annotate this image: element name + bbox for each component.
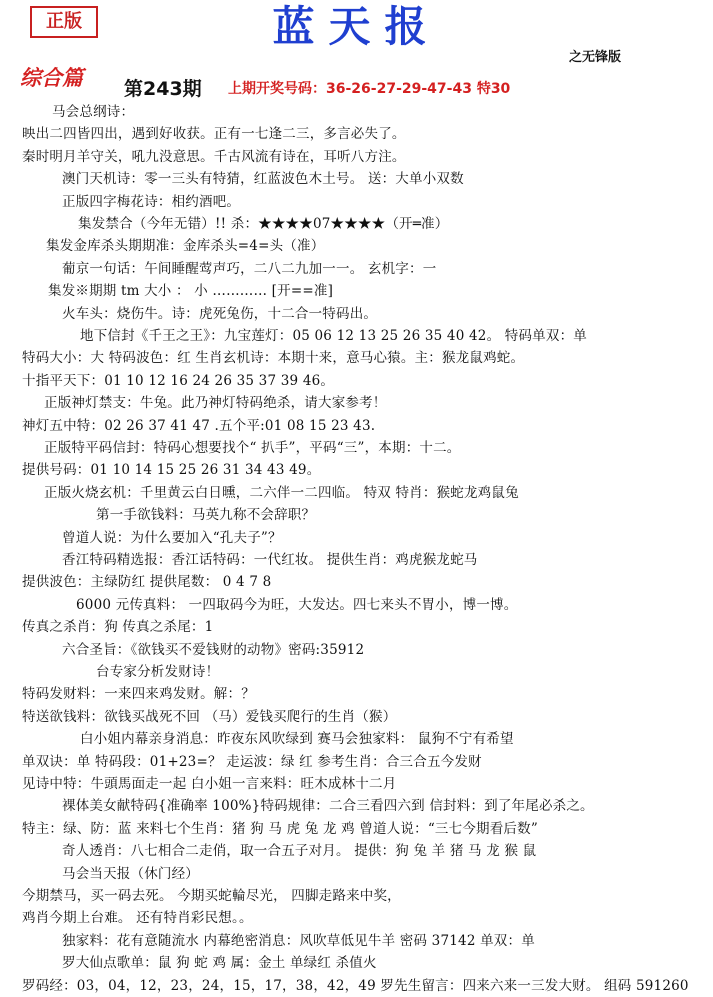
genuine-badge: 正版	[30, 6, 98, 38]
text-line: 罗大仙点歌单：鼠 狗 蛇 鸡 属：金土 单绿红 杀值火	[62, 955, 377, 972]
text-line: 裸体美女献特码{准确率 100%}特码规律：二合三看四六到 信封料：到了年尾必杀之。	[62, 798, 594, 815]
text-line: 地下信封《千王之王》：九宝莲灯：05 06 12 13 25 26 35 40 42。 特码单双：单	[80, 328, 587, 344]
text-line: 火车头：烧伤牛。诗：虎死兔伤，十二合一特码出。	[62, 305, 378, 322]
text-line: 特码发财料：一来四来鸡发财。解：？	[22, 686, 255, 703]
issue-number: 第243期	[124, 78, 202, 100]
text-line: 神灯五中特：02 26 37 41 47 .五个平:01 08 15 23 43.	[22, 417, 376, 434]
text-line: 集发※期期 tm 大小 ： 小 ………… [开==准]	[48, 283, 334, 300]
text-line: 六合圣旨：《欲钱买不爱钱财的动物》密码:35912	[62, 641, 365, 658]
text-line: 正版四字梅花诗：相约酒吧。	[62, 193, 241, 210]
text-line: 特主：绿、防：蓝 来料七个生肖：猪 狗 马 虎 兔 龙 鸡 曾道人说：“三七今期看后数”	[22, 820, 538, 837]
text-line: 见诗中特：牛頭馬面走一起 白小姐一言来料：旺木成林十二月	[22, 776, 397, 792]
text-line: 曾道人说：为什么要加入“孔夫子”？	[62, 529, 282, 546]
text-line: 提供号码：01 10 14 15 25 26 31 34 43 49。	[22, 462, 321, 479]
text-line: 正版特平码信封：特码心想要找个“ 扒手”，平码“三”，本期：十二。	[44, 440, 461, 456]
text-line: 马会总纲诗：	[52, 104, 135, 120]
text-line: 6000 元传真料： 一四取码今为旺，大发达。四七来头不胃小，博一博。	[76, 596, 518, 613]
newspaper-title: 蓝天报	[272, 2, 441, 51]
text-line: 集发金库杀头期期准：金库杀头=4=头（准）	[46, 238, 325, 255]
text-line: 葡京一句话：午间睡醒莺声巧，二八二九加一一。 玄机字：一	[62, 260, 437, 277]
text-line: 提供波色：主绿防红 提供尾数： 0 4 7 8	[22, 574, 272, 591]
text-line: 鸡肖今期上台难。 还有特肖彩民想。。	[22, 910, 253, 927]
text-line: 罗码经：03，04，12，23，24，15，17，38，42，49 罗先生留言：四来六来一三发大财。 组码 591260	[22, 977, 689, 994]
last-draw-numbers: 上期开奖号码：36-26-27-29-47-43 特30	[228, 81, 511, 97]
text-line: 白小姐内幕亲身消息：昨夜东风吹绿到 赛马会独家料： 鼠狗不宁有希望	[80, 731, 514, 748]
text-line: 传真之杀肖：狗 传真之杀尾：1	[22, 619, 214, 636]
text-line: 集发禁合（今年无错）!! 杀：★★★★07★★★★（开═准）	[78, 216, 449, 232]
text-line: 正版火烧玄机：千里黄云白日曛，二六伴一二四临。 特双 特肖：猴蛇龙鸡鼠兔	[44, 484, 519, 501]
text-line: 台专家分析发财诗！	[96, 664, 220, 680]
text-line: 奇人透肖：八七相合二走俏，取一合五子对月。 提供：狗 兔 羊 猪 马 龙 猴 鼠	[62, 843, 537, 860]
text-line: 香江特码精选报：香江话特码：一代红妆。 提供生肖：鸡虎猴龙蛇马	[62, 552, 478, 568]
text-line: 特码大小：大 特码波色：红 生肖玄机诗：本期十来，意马心猿。主：猴龙鼠鸡蛇。	[22, 350, 525, 367]
text-line: 今期禁马，买一码去死。 今期买蛇輪尽光， 四脚走路来中奖，	[22, 888, 401, 904]
edition-label: 之无锋版	[568, 50, 621, 65]
text-line: 映出二四皆四出，遇到好收获。正有一七逢二三，多言必失了。	[22, 126, 406, 143]
text-line: 独家料：花有意随流水 内幕绝密消息：风吹草低见牛羊 密码 37142 单双：单	[62, 932, 535, 949]
text-line: 秦时明月羊守关，吼九没意思。千古风流有诗在，耳听八方注。	[22, 148, 406, 165]
text-line: 单双诀：单 特码段：01+23=？ 走运波：绿 红 参考生肖：合三合五今发财	[22, 753, 482, 770]
text-line: 马会当天报（休门经）	[62, 865, 199, 882]
text-line: 澳门天机诗：零一三头有特猜，红蓝波色木土号。 送：大单小双数	[62, 171, 464, 188]
text-line: 第一手欲钱料：马英九称不会辞职？	[96, 507, 316, 524]
text-line: 正版神灯禁支：牛兔。此乃神灯特码绝杀，请大家参考！	[44, 395, 387, 412]
text-line: 特送欲钱料：欲钱买战死不回 （马）爱钱买爬行的生肖（猴）	[22, 708, 397, 725]
section-title: 综合篇	[20, 66, 83, 90]
text-line: 十指平天下：01 10 12 16 24 26 35 37 39 46。	[22, 372, 335, 389]
